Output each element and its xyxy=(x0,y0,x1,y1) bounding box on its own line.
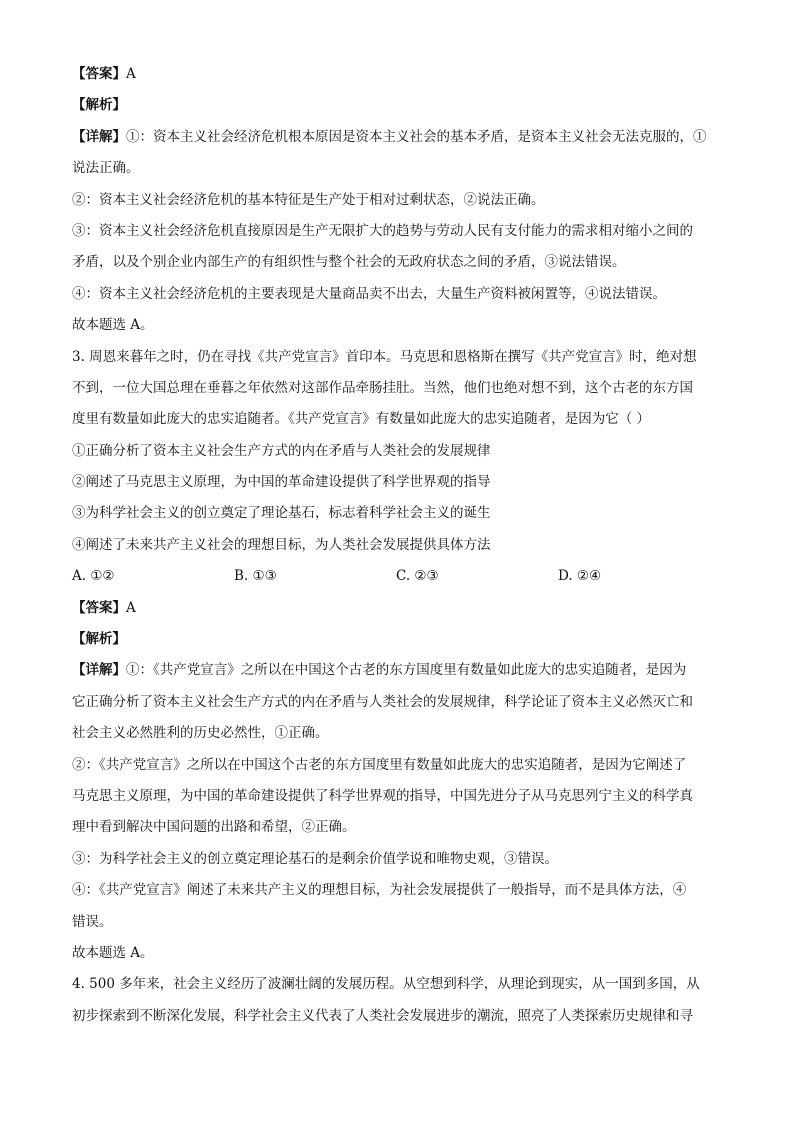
detail-text: ①：资本主义社会经济危机根本原因是资本主义社会的基本矛盾，是资本主义社会无法克服的，① xyxy=(126,128,707,145)
statement-3: ③为科学社会主义的创立奠定了理论基石，标志着科学社会主义的诞生 xyxy=(72,505,491,522)
paragraph-line: 错误。 xyxy=(72,913,113,930)
analysis-tag: 【解析】 xyxy=(72,631,126,648)
statement-4: ④阐述了未来共产主义社会的理想目标，为人类社会发展提供具体方法 xyxy=(72,536,491,553)
answer-tag: 【答案】 xyxy=(72,66,126,82)
answer-tag: 【答案】 xyxy=(72,599,126,616)
detail-line xyxy=(72,660,722,680)
answer-value: A xyxy=(126,66,136,82)
paragraph-line: ③：资本主义社会经济危机直接原因是生产无限扩大的趋势与劳动人民有支付能力的需求相对缩小之间的 xyxy=(72,222,693,239)
question-3-stem: 度里有数量如此庞大的忠实追随者。《共产党宣言》有数量如此庞大的忠实追随者，是因为它（ ） xyxy=(72,411,651,428)
paragraph-line: 社会主义必然胜利的历史必然性，①正确。 xyxy=(72,725,329,742)
question-4-stem: 4. 500 多年来，社会主义经历了波澜壮阔的发展历程。从空想到科学，从理论到现实，从一国到多国，从 xyxy=(72,976,700,993)
detail-tag: 【详解】 xyxy=(72,128,126,145)
paragraph-line: 马克思主义原理，为中国的革命建设提供了科学世界观的指导，中国先进分子从马克思列宁主义的科学真 xyxy=(72,787,693,804)
paragraph-line: 说法正确。 xyxy=(72,160,140,177)
paragraph-line: ②：《共产党宣言》之所以在中国这个古老的东方国度里有数量如此庞大的忠实追随者，是因为它阐述了 xyxy=(72,756,687,773)
detail-text: ①：《共产党宣言》之所以在中国这个古老的东方国度里有数量如此庞大的忠实追随者，是因为 xyxy=(126,662,687,679)
page-content xyxy=(72,64,722,1037)
option-c: C. ②③ xyxy=(396,568,439,585)
detail-line xyxy=(72,127,722,147)
option-b: B. ①③ xyxy=(234,568,277,585)
statement-2: ②阐述了马克思主义原理，为中国的革命建设提供了科学世界观的指导 xyxy=(72,474,491,491)
paragraph-line: 矛盾，以及个别企业内部生产的有组织性与整个社会的无政府状态之间的矛盾，③说法错误。 xyxy=(72,254,626,271)
question-3-stem: 不到，一位大国总理在垂暮之年依然对这部作品牵肠挂肚。当然，他们也绝对想不到，这个古老的东方国 xyxy=(72,379,693,396)
answer-line xyxy=(72,598,722,618)
option-d: D. ②④ xyxy=(558,568,602,585)
statement-1: ①正确分析了资本主义社会生产方式的内在矛盾与人类社会的发展规律 xyxy=(72,442,491,459)
option-a: A. ①② xyxy=(72,568,115,585)
options-row xyxy=(72,566,722,586)
answer-line xyxy=(72,64,722,84)
question-3-stem: 3. 周恩来暮年之时，仍在寻找《共产党宣言》首印本。马克思和恩格斯在撰写《共产党宣言》时，绝对想 xyxy=(72,348,697,365)
paragraph-line: 它正确分析了资本主义社会生产方式的内在矛盾与人类社会的发展规律，科学论证了资本主义必然灭亡和 xyxy=(72,693,693,710)
paragraph-line: 理中看到解决中国问题的出路和希望，②正确。 xyxy=(72,819,356,836)
paragraph-line: ③：为科学社会主义的创立奠定理论基石的是剩余价值学说和唯物史观，③错误。 xyxy=(72,850,558,867)
analysis-tag: 【解析】 xyxy=(72,97,126,114)
paragraph-line: ④：资本主义社会经济危机的主要表现是大量商品卖不出去，大量生产资料被闲置等，④说法错误。 xyxy=(72,285,666,302)
conclusion-line: 故本题选 A。 xyxy=(72,944,154,961)
answer-value: A xyxy=(126,599,136,616)
question-4-stem: 初步探索到不断深化发展，科学社会主义代表了人类社会发展进步的潮流，照亮了人类探索历史规律和寻 xyxy=(72,1007,693,1024)
detail-tag: 【详解】 xyxy=(72,662,126,679)
conclusion-line: 故本题选 A。 xyxy=(72,317,154,334)
paragraph-line: ②：资本主义社会经济危机的基本特征是生产处于相对过剩状态，②说法正确。 xyxy=(72,191,545,208)
paragraph-line: ④：《共产党宣言》阐述了未来共产主义的理想目标，为社会发展提供了一般指导，而不是具体方法，④ xyxy=(72,882,687,899)
